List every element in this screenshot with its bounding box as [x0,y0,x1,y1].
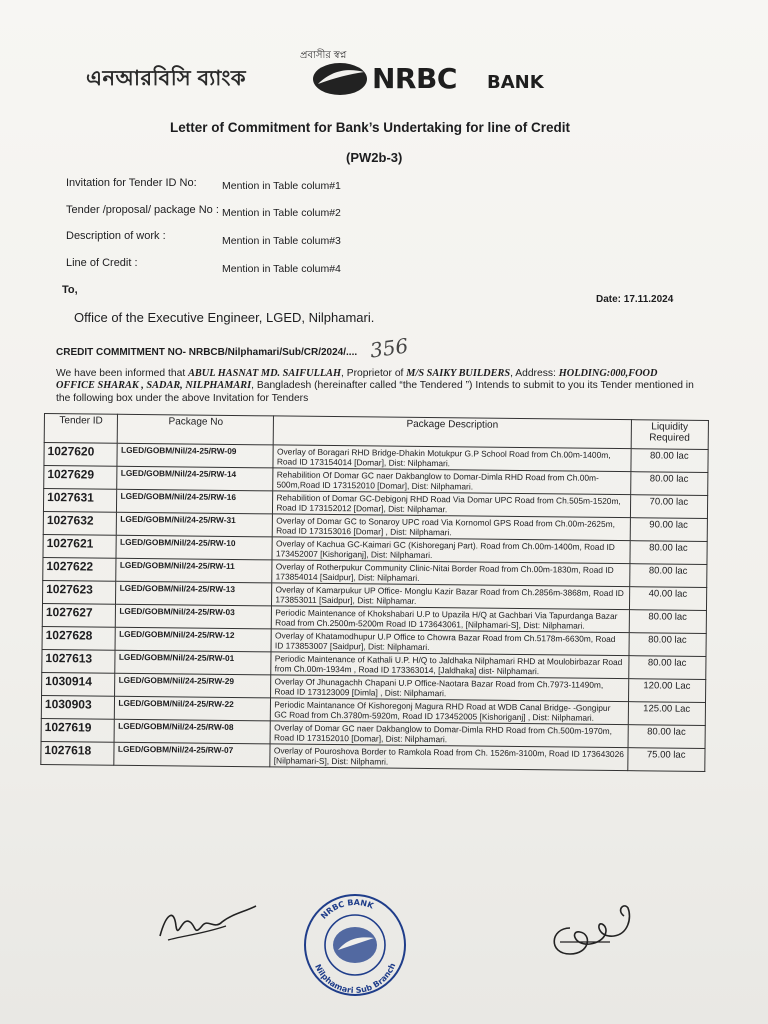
para-text-1: We have been informed that [56,368,186,379]
cell-tender-id: 1027620 [44,443,118,467]
cell-description: Overlay of Domar GC naer Dakbanglow to Domar-Dimla RHD Road from Ch.500m-1970m, Road ID 173152010 [Domar], Dist: Nilphamari. [270,721,627,748]
bank-name-bangla: এনআরবিসি ব্যাংক [86,67,247,90]
field-label-tender-id: Invitation for Tender ID No: [66,177,197,189]
cell-description: Overlay of Pouroshova Border to Ramkola Road from Ch. 1526m-3100m, Road ID 173643026 [Nilphamari-S], Dist: Nilphamri. [270,744,627,771]
cell-description: Overlay of Boragari RHD Bridge-Dhakin Motukpur G.P School Road from Ch.00m-1400m, Road ID 173154014 [Domar], Dist: Nilphamari. [273,445,630,472]
cell-liquidity: 40.00 lac [629,587,707,611]
cell-liquidity: 80.00 lac [630,449,708,473]
cell-tender-id: 1027619 [41,718,115,742]
cell-tender-id: 1027627 [42,603,116,627]
cell-liquidity: 80.00 lac [628,725,706,749]
cell-description: Overlay of Khatamodhupur U.P Office to Chowra Bazar Road from Ch.5178m-6630m, Road ID 173853007 [Saidpur], Dist: Nilphamari. [271,629,628,656]
tender-table [40,413,709,772]
para-text-2: , Proprietor of [341,368,404,379]
firm-address: HOLDING:000,FOOD OFFICE SHARAK , SADAR, NILPHAMARI [56,368,658,392]
cell-liquidity: 90.00 lac [630,518,708,542]
cell-tender-id: 1027613 [42,649,116,673]
firm-name: M/S SAIKY BUILDERS [406,368,511,379]
cell-liquidity: 70.00 lac [630,495,708,519]
cell-tender-id: 1027618 [41,741,115,765]
header-liquidity: Liquidity Required [631,420,709,450]
cell-tender-id: 1027622 [43,557,117,581]
signature-right [540,898,650,968]
cell-description: Periodic Maintenance of Khokshabari U.P to Upazila H/Q at Gachbari Via Tapurdanga Bazar Road from Ch.2500m-5200m Road ID 173643061, [Nilphamari-S], Dist: Nilphamari. [272,606,629,633]
cell-package-no: LGED/GOBM/Nil/24-25/RW-11 [116,558,272,583]
cell-package-no: LGED/GOBM/Nil/24-25/RW-12 [115,627,271,652]
field-value-credit: Mention in Table colum#4 [222,263,341,275]
letter-title: Letter of Commitment for Bank’s Undertaking for line of Credit [170,120,571,135]
cell-package-no: LGED/GOBM/Nil/24-25/RW-03 [116,604,272,629]
cell-liquidity: 80.00 lac [629,541,707,565]
cell-description: Overlay of Kachua GC-Kaimari GC (Kishoreganj Part). Road from Ch.00m-1400m, Road ID 173452007 [Kishoriganj], Dist: Nilphamari. [272,537,629,564]
cell-liquidity: 80.00 lac [629,610,707,634]
salutation: To, [62,284,78,296]
commitment-number: CREDIT COMMITMENT NO- NRBCB/Nilphamari/Sub/CR/2024/.... [56,347,358,358]
field-label-description: Description of work : [66,230,166,242]
cell-tender-id: 1030903 [41,695,115,719]
cell-tender-id: 1027629 [44,466,118,490]
cell-package-no: LGED/GOBM/Nil/24-25/RW-13 [116,581,272,606]
cell-package-no: LGED/GOBM/Nil/24-25/RW-07 [114,742,270,767]
header-tender-id: Tender ID [44,414,118,444]
logo-nrbc-text: NRBC [372,62,457,95]
header-package-no: Package No [118,414,274,445]
cell-description: Rehabilition Of Domar GC naer Dakbanglow to Domar-Dimla RHD Road from Ch.00m-500m,Road ID 173152010 [Domar], Dist: Nilphamari. [273,468,630,495]
cell-package-no: LGED/GOBM/Nil/24-25/RW-09 [117,443,273,468]
cell-tender-id: 1027631 [43,489,117,513]
tender-table-body [41,443,708,772]
cell-liquidity: 80.00 lac [629,633,707,657]
field-label-package: Tender /proposal/ package No : [66,204,219,216]
cell-liquidity: 80.00 lac [628,656,706,680]
letter-subtitle: (PW2b-3) [346,150,403,165]
cell-description: Rehabilition of Domar GC-Debigonj RHD Road Via Domar UPC Road from Ch.505m-1520m, Road ID 173152012 [Domar], Dist: Nilphamar. [273,491,630,518]
cell-description: Overlay of Rotherpukur Community Clinic-Nitai Border Road from Ch.00m-1830m, Road ID 173854014 [Saidpur], Dist: Nilphamari. [272,560,629,587]
cell-description: Periodic Maintenance of Kathali U.P. H/Q to Jaldhaka Nilphamari RHD at Moulobirbazar Road from Ch.00m-1934m , Road ID 173363014, [Jaldhaka] dist- Nilphamari. [271,652,628,679]
cell-package-no: LGED/GOBM/Nil/24-25/RW-08 [114,719,270,744]
signature-left [152,896,262,952]
seal-bottom-text: Nilphamari Sub Branch [313,961,398,996]
nrbc-logo-icon [312,62,368,96]
cell-liquidity: 125.00 Lac [628,702,706,726]
cell-liquidity: 80.00 lac [629,564,707,588]
field-value-tender-id: Mention in Table colum#1 [222,180,341,192]
cell-description: Overlay of Domar GC to Sonaroy UPC road Via Kornomol GPS Road from Ch.00m-2625m, Road ID 173153016 [Domar] , Dist: Nilphamari. [273,514,630,541]
cell-tender-id: 1027623 [43,580,117,604]
cell-description: Overlay of Kamarpukur UP Office- Monglu Kazir Bazar Road from Ch.2856m-3868m, Road ID 173853011 [Saidpur], Dist: Nilphamar. [272,583,629,610]
field-value-package: Mention in Table colum#2 [222,207,341,219]
field-value-description: Mention in Table colum#3 [222,235,341,247]
recipient-office: Office of the Executive Engineer, LGED, Nilphamari. [74,310,375,325]
cell-liquidity: 80.00 lac [630,472,708,496]
para-text-4: , Bangladesh (hereinafter called “the Tendered ”) Intends to submit to you its Tender mentioned in the following box under the above Invitation for Tenders [56,380,694,404]
cell-package-no: LGED/GOBM/Nil/24-25/RW-22 [115,696,271,721]
cell-liquidity: 120.00 Lac [628,679,706,703]
para-text-3: , Address: [510,368,556,379]
field-label-credit: Line of Credit : [66,257,138,269]
letter-date: Date: 17.11.2024 [596,294,674,305]
cell-tender-id: 1027628 [42,626,116,650]
cell-package-no: LGED/GOBM/Nil/24-25/RW-01 [115,650,271,675]
bank-tagline: প্রবাসীর স্বপ্ন [300,50,347,61]
bank-seal [300,890,410,1000]
cell-package-no: LGED/GOBM/Nil/24-25/RW-16 [117,489,273,514]
cell-package-no: LGED/GOBM/Nil/24-25/RW-31 [117,512,273,537]
cell-package-no: LGED/GOBM/Nil/24-25/RW-29 [115,673,271,698]
logo-bank-text: BANK [487,72,544,93]
cell-description: Periodic Maintanance Of Kishoregonj Magura RHD Road at WDB Canal Bridge- -Gongipur GC Road from Ch.3780m-5920m, Road ID 173452005 [Kishoriganj] , Dist: Nilphamari. [271,698,628,725]
intro-paragraph [56,368,696,405]
cell-description: Overlay Of Jhunagachh Chapani U.P Office-Naotara Bazar Road from Ch.7973-11490m, Road ID 173123009 [Dimla] , Dist: Nilphamari. [271,675,628,702]
header-package-description: Package Description [274,416,631,449]
cell-liquidity: 75.00 lac [627,748,705,772]
cell-tender-id: 1027621 [43,534,117,558]
commitment-handwritten-number: 356 [368,333,410,363]
proprietor-name: ABUL HASNAT MD. SAIFULLAH [188,368,342,379]
cell-tender-id: 1027632 [43,511,117,535]
seal-top-text: NRBC BANK [319,897,375,921]
cell-package-no: LGED/GOBM/Nil/24-25/RW-10 [116,535,272,560]
cell-tender-id: 1030914 [42,672,116,696]
cell-package-no: LGED/GOBM/Nil/24-25/RW-14 [117,466,273,491]
